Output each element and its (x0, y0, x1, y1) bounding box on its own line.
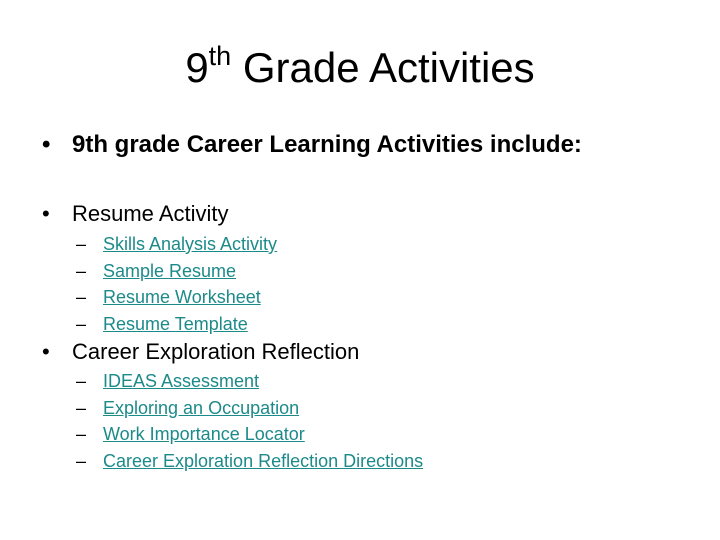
dash: – (76, 234, 87, 254)
dash: – (76, 397, 87, 418)
dash: – (76, 287, 87, 307)
dash: – (76, 371, 87, 391)
list-item (76, 284, 277, 311)
skills-analysis-activity-link[interactable]: Skills Analysis Activity (103, 234, 278, 254)
career-exploration-reflection-directions-link[interactable]: Career Exploration Reflection Directions (103, 450, 424, 471)
bullet-dot: • (42, 339, 50, 364)
list-item (76, 448, 423, 475)
dash: – (76, 450, 87, 471)
list-item (76, 368, 423, 395)
career-exploration-label: Career Exploration Reflection (72, 339, 360, 364)
resume-activity-bullet (42, 200, 229, 228)
career-exploration-bullet (42, 338, 359, 366)
sample-resume-link[interactable]: Sample Resume (103, 260, 237, 281)
resume-activity-label: Resume Activity (72, 201, 229, 226)
list-item (76, 258, 277, 285)
title-superscript: th (208, 41, 232, 71)
dash: – (76, 424, 87, 444)
dash: – (76, 260, 87, 281)
resume-worksheet-link[interactable]: Resume Worksheet (103, 287, 261, 307)
intro-text: 9th grade Career Learning Activities include: (72, 131, 582, 158)
dash: – (76, 313, 87, 334)
bullet-dot: • (42, 131, 51, 158)
list-item (76, 395, 423, 422)
resume-activity-links (76, 231, 277, 337)
list-item (76, 421, 423, 448)
ideas-assessment-link[interactable]: IDEAS Assessment (103, 371, 260, 391)
work-importance-locator-link[interactable]: Work Importance Locator (103, 424, 305, 444)
list-item (76, 231, 277, 258)
bullet-dot: • (42, 201, 50, 226)
intro-bullet (42, 130, 582, 160)
exploring-an-occupation-link[interactable]: Exploring an Occupation (103, 397, 300, 418)
career-exploration-links (76, 368, 423, 474)
resume-template-link[interactable]: Resume Template (103, 313, 248, 334)
title-text: Grade Activities (231, 44, 535, 91)
list-item (76, 311, 277, 338)
slide-title (0, 40, 720, 96)
title-number: 9 (185, 44, 209, 91)
